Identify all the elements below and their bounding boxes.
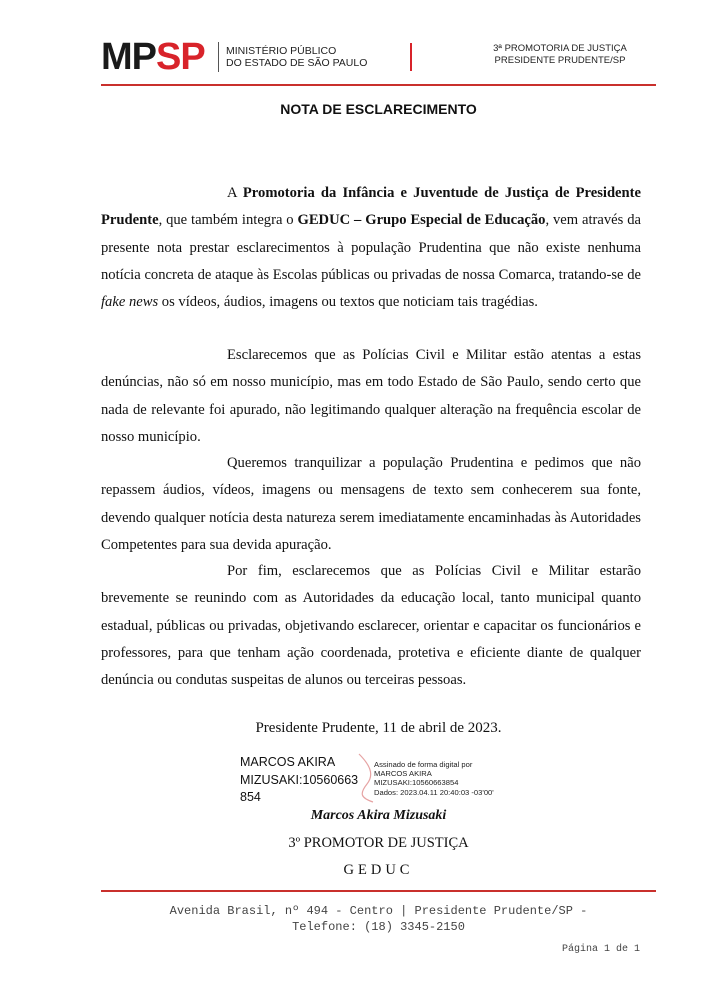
- signer-name: Marcos Akira Mizusaki: [310, 808, 447, 823]
- header-rule: [101, 84, 656, 86]
- sig-name-line-1: MARCOS AKIRA: [240, 755, 336, 769]
- address-line-2: Telefone: (18) 3345-2150: [292, 920, 465, 934]
- digital-signature-name: [240, 754, 358, 807]
- address-line-1: Avenida Brasil, nº 494 - Centro | Presidente Prudente/SP -: [169, 904, 588, 918]
- page-number: Página 1 de 1: [561, 944, 640, 955]
- office-name: [470, 43, 650, 67]
- org-line-1: MINISTÉRIO PÚBLICO: [226, 45, 337, 57]
- sig-info-line-2: MARCOS AKIRA: [374, 769, 432, 779]
- digital-signature-info: [374, 760, 494, 797]
- sig-name-line-3: 854: [240, 790, 261, 804]
- p1-text-2: , que também integra o: [158, 212, 298, 229]
- p1-text-4: os vídeos, áudios, imagens ou textos que noticiam tais tragédias.: [158, 294, 538, 311]
- paragraph-1: [101, 180, 641, 316]
- p1-italic-1: fake news: [101, 294, 159, 311]
- sig-info-line-3: MIZUSAKI:10560663854: [374, 778, 459, 788]
- p1-bold-2: GEDUC – Grupo Especial de Educação: [297, 212, 546, 229]
- sig-info-line-1: Assinado de forma digital por: [374, 760, 473, 769]
- logo-mp-text: MP: [101, 36, 156, 78]
- office-line-1: 3ª PROMOTORIA DE JUSTIÇA: [493, 43, 627, 54]
- p1-text-1: A: [227, 185, 243, 201]
- signer-role: 3º PROMOTOR DE JUSTIÇA: [288, 835, 469, 851]
- p2-text: Esclarecemos que as Polícias Civil e Militar estão atentas a estas denúncias, não só em nosso município, mas em todo Estado de São Paulo, sendo certo que nada de relevante foi apurado, não legitimando qualquer alteração na frequência escolar de nosso município.: [101, 347, 641, 445]
- logo-sp-text: SP: [156, 36, 205, 78]
- office-line-2: PRESIDENTE PRUDENTE/SP: [494, 55, 626, 66]
- sig-info-line-4: Dados: 2023.04.11 20:40:03 -03'00': [374, 787, 494, 797]
- paragraph-3: [101, 450, 641, 559]
- date-line: Presidente Prudente, 11 de abril de 2023.: [255, 720, 502, 736]
- header-red-divider: [410, 43, 412, 71]
- sig-name-line-2: MIZUSAKI:10560663: [240, 772, 359, 787]
- signer-group: GEDUC: [343, 862, 414, 878]
- mpsp-logo: [101, 38, 205, 76]
- logo-divider: [218, 42, 219, 72]
- footer-address: [101, 903, 656, 935]
- paragraph-4: [101, 558, 641, 694]
- paragraph-2: [101, 342, 641, 451]
- organization-name: [226, 45, 367, 69]
- p1-text-3: , vem através da presente nota prestar esclarecimentos à população Prudentina que não existe nenhuma notícia concreta de ataque às Escolas públicas ou privadas de nossa Comarca, tratando-se de: [101, 212, 641, 283]
- p3-text: Queremos tranquilizar a população Prudentina e pedimos que não repassem áudios, vídeos, imagens ou mensagens de texto sem conhecerem sua fonte, devendo qualquer notícia desta natureza serem imediatamente encaminhadas às Autoridades Competentes para sua devida apuração.: [101, 455, 641, 553]
- p4-text: Por fim, esclarecemos que as Polícias Civil e Militar estarão brevemente se reunindo com as Autoridades da educação local, tanto municipal quanto estadual, públicas ou privadas, objetivando esclarecer, orientar e capacitar os funcionários e professores, para que tenham ação coordenada, protetiva e eficiente diante de qualquer denúncia ou condutas suspeitas de alunos ou terceiras pessoas.: [101, 563, 641, 689]
- footer-rule: [101, 890, 656, 892]
- org-line-2: DO ESTADO DE SÃO PAULO: [226, 57, 368, 69]
- document-title: NOTA DE ESCLARECIMENTO: [280, 101, 477, 117]
- p1-bold-1: Promotoria da Infância e Juventude de Justiça de Presidente Prudente: [101, 185, 641, 229]
